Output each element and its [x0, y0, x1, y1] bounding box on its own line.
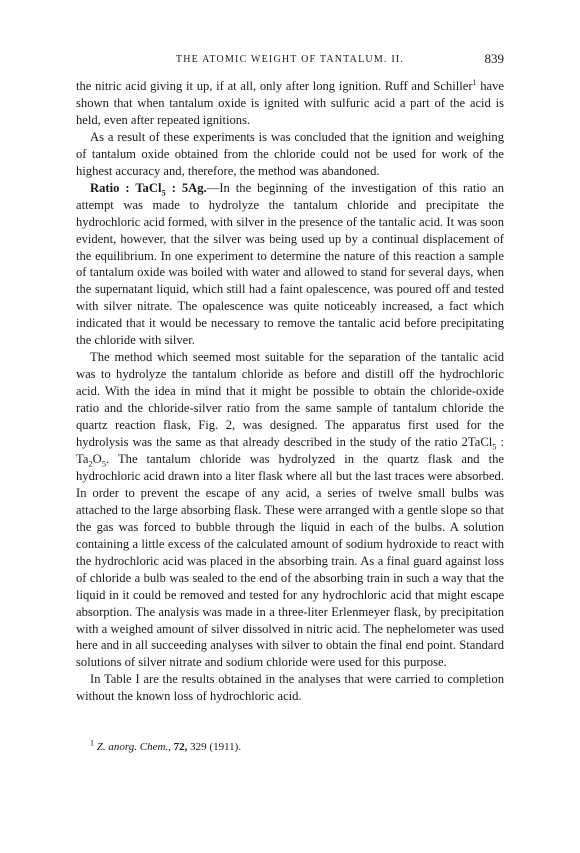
paragraph-1-text-a: the nitric acid giving it up, if at all, only after long ignition. Ruff and Schiller [76, 79, 473, 93]
footnote-journal: Z. anorg. Chem., [96, 741, 171, 753]
paragraph-3-text: —In the beginning of the investigation of this ratio an attempt was made to hydrolyze the tantalum chloride and precipitate the hydrochloric acid formed, with silver in the presence of the tantalic acid. It was soon evident, however, that the silver was being used up by a continual displacement of the equilibrium. In one experiment to determine the nature of this reaction a sample of tantalum oxide was boiled with water and allowed to stand for several days, when the supernatant liquid, which still had a faint opalescence, was poured off and tested with silver nitrate. The opalescence was quite noticeably increased, a fact which indicated that it would be necessary to remove the tantalic acid before precipitating the chloride with silver. [76, 180, 505, 348]
paragraph-1-text-b: have shown that when tantalum oxide is ignited with sulfuric acid a part of the acid is held, even after repeated ignitions. [76, 79, 505, 127]
footnote-marker: 1 [90, 738, 94, 748]
footnote-volume: 72, [173, 741, 188, 753]
running-title: THE ATOMIC WEIGHT OF TANTALUM. II. [175, 54, 405, 65]
paragraph-4: The method which seemed most suitable for the separation of the tantalic acid was to hydrolyze the tantalum chloride as before and distill off the hydrochloric acid. With the idea in mind that it might be possible to obtain the chloride-oxide ratio and the chloride-silver ratio from the same sample of tantalum chloride the quartz reaction flask, Fig. 2, was designed. The apparatus first used for the hydrolysis was the same as that already described in the study of the ratio 2TaCl$_5$ : $Ta_2O_5$. The tantalum chloride was hydrolyzed in the quartz flask and the hydrochloric acid drawn into a liter flask where all but the last traces were absorbed. In order to prevent the escape of any acid, a series of twelve small bulbs was attached to the large absorbing flask. These were arranged with a gentle slope so that the gas was forced to bubble through the liquid in each of the bulbs. A solution containing a little excess of the calculated amount of sodium hydroxide to react with the hydrochloric acid was placed in the absorbing train. As a final guard against loss of chloride a bulb was sealed to the end of the absorbing train in such a way that the liquid in it could be removed and tested for any hydrochloric acid that might escape absorption. The analysis was made in a three-liter Erlenmeyer flask, by precipitation with a weighed amount of silver dissolved in nitric acid. The nephelometer was used here and in all succeeding analyses with silver to obtain the final end point. Standard solutions of silver nitrate and sodium chloride were used for this purpose. [76, 350, 504, 670]
footnote [90, 738, 242, 753]
paragraph-5: In Table I are the results obtained in the analyses that were carried to completion without the known loss of hydrochloric acid. [76, 672, 504, 704]
page-number: 839 [484, 51, 504, 66]
footnote-citation: 329 (1911). [190, 741, 242, 753]
section-heading: Ratio : TaCl$_5$ : 5Ag. [90, 180, 207, 198]
paragraph-3 [76, 180, 504, 350]
page-header [76, 50, 504, 70]
paragraph-2: As a result of these experiments is was concluded that the ignition and weighing of tantalum oxide obtained from the chloride could not be used for work of the highest accuracy and, therefore, the method was abandoned. [76, 129, 504, 178]
body-text [76, 78, 504, 705]
paragraph-1 [76, 78, 504, 129]
footnote-ref: 1 [472, 77, 477, 87]
